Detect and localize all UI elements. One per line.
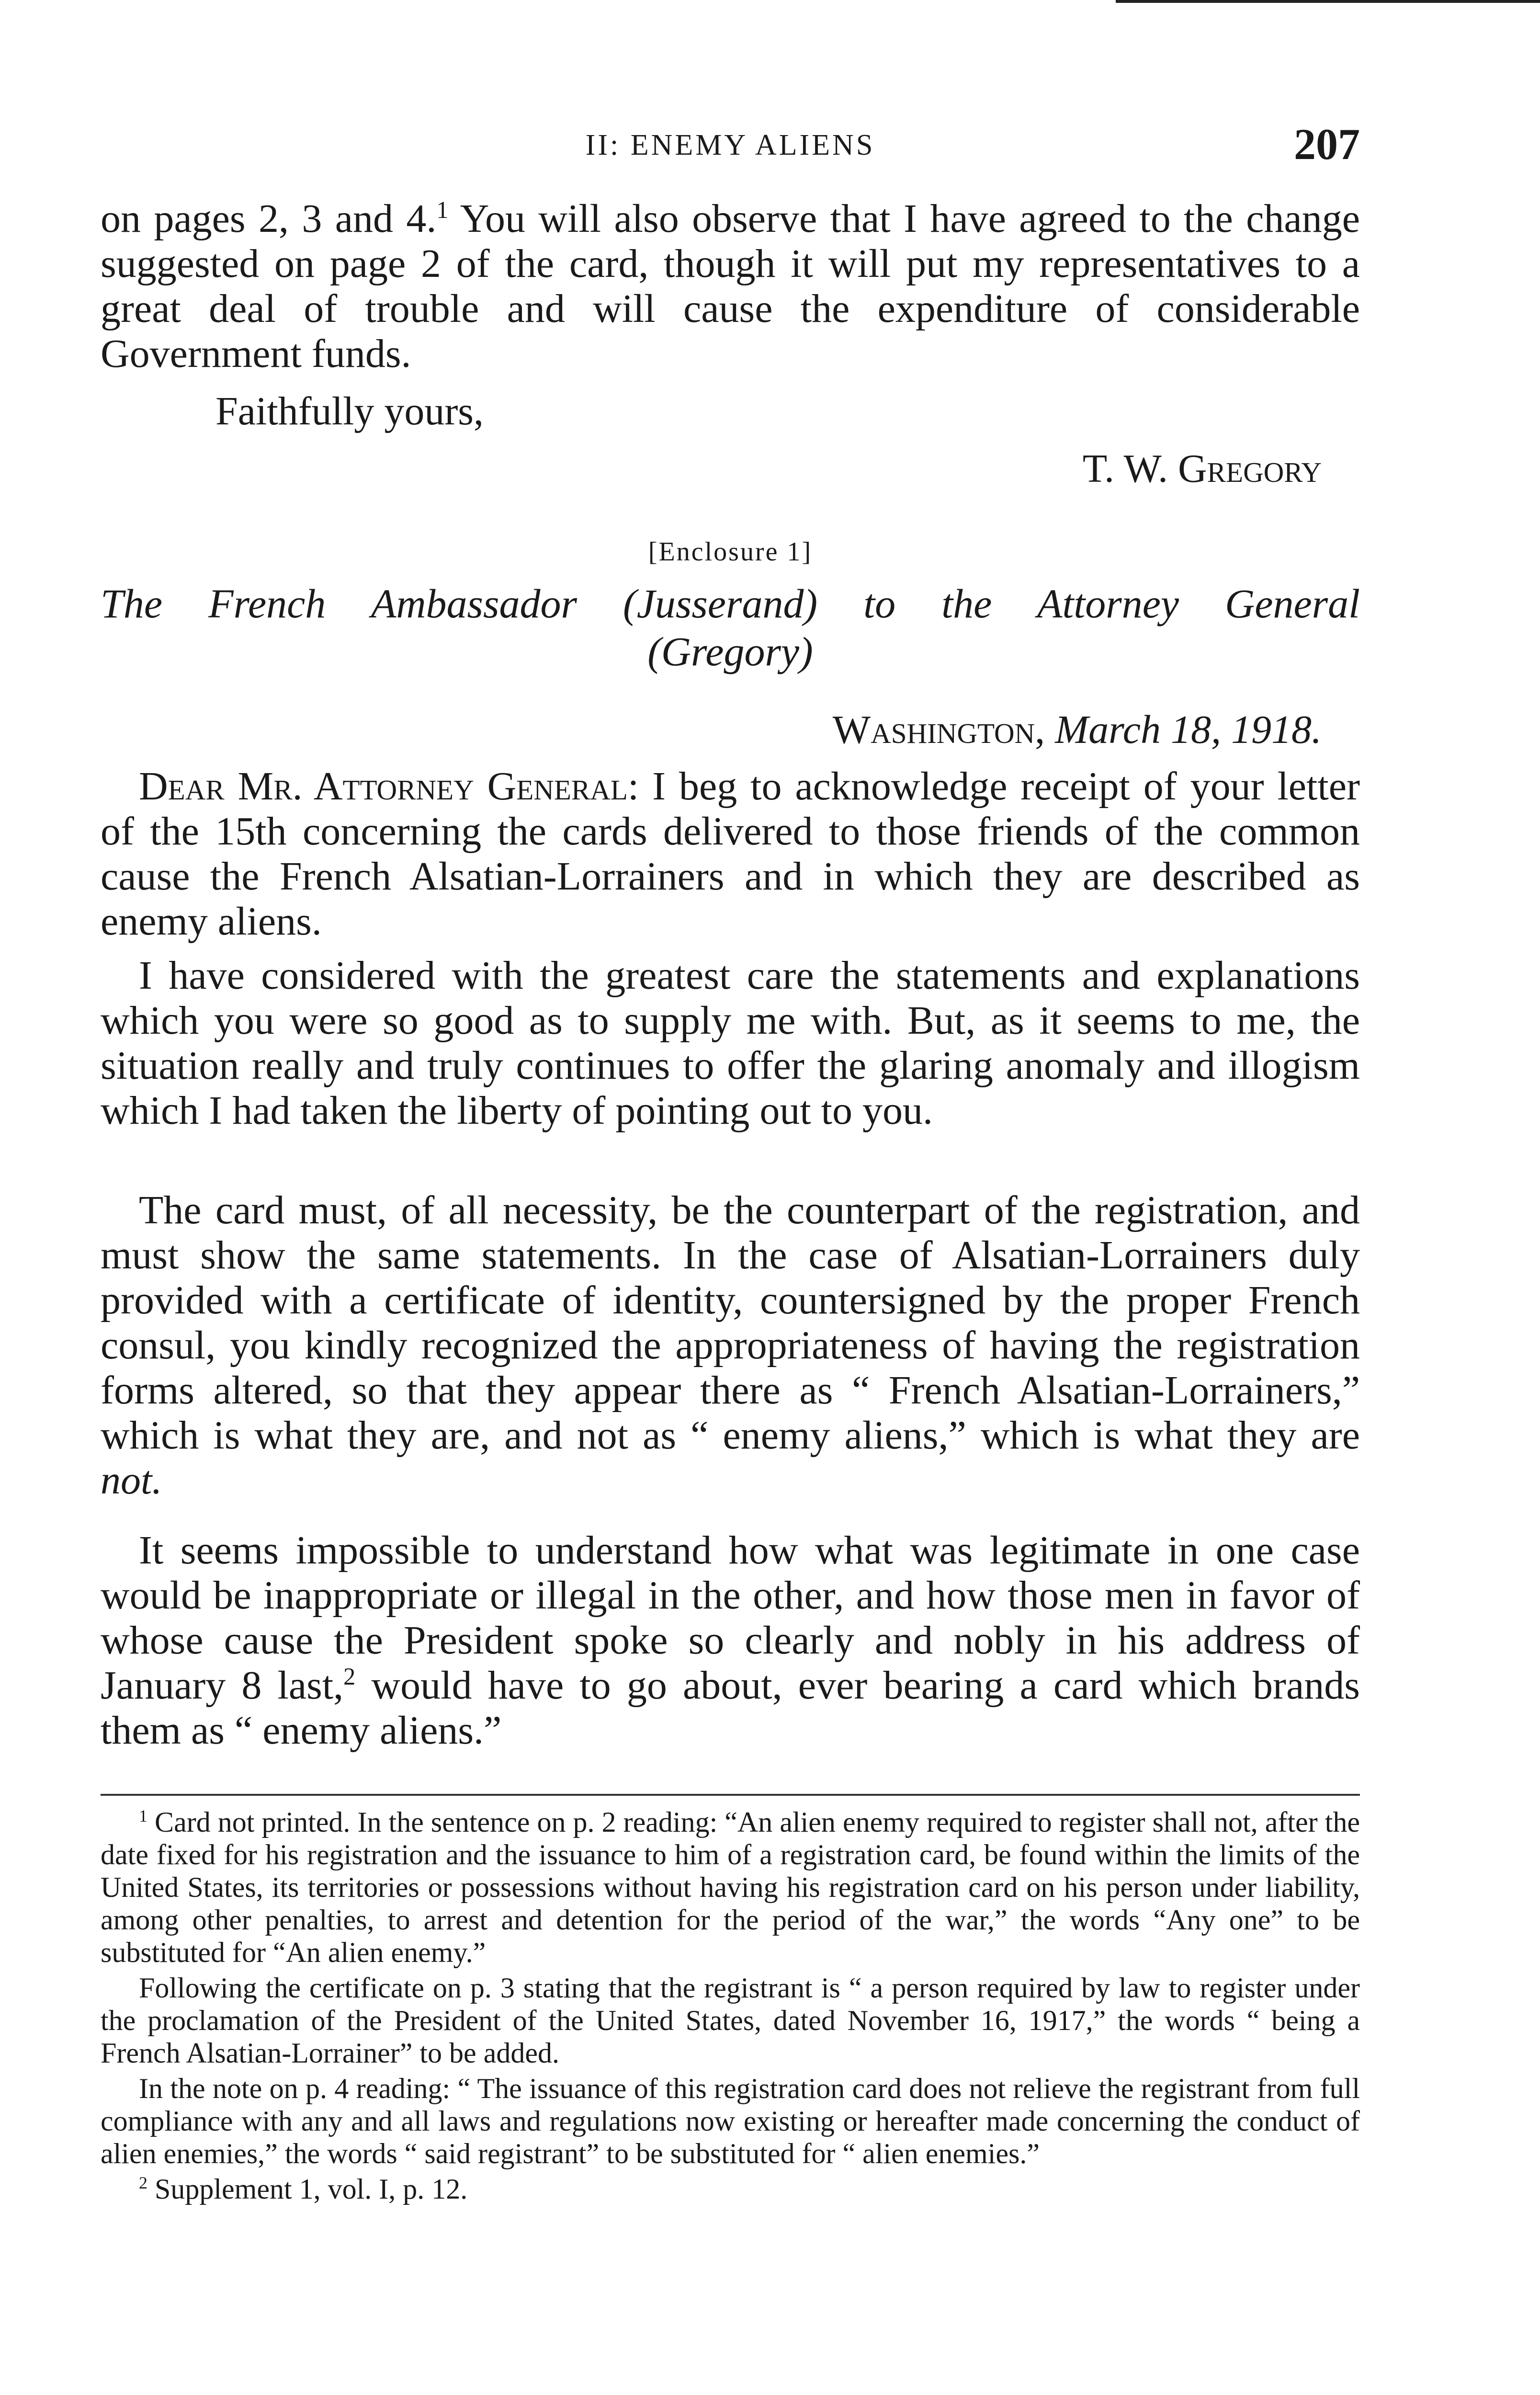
dateline: [833, 707, 1322, 753]
enclosure-paragraph-3: [101, 1188, 1360, 1503]
letter-signature: T. W. Gregory: [1082, 446, 1322, 491]
paragraph-1-text: I beg to acknowledge receipt of your letter of the 15th concerning the cards delivered to those friends of the common cause the French Alsatian-Lorrainers and in which they are described as enemy aliens.: [101, 764, 1360, 944]
salutation: Dear Mr. Attorney General:: [139, 764, 639, 809]
footnote-ref-2: 2: [343, 1663, 356, 1690]
footnote-1-para-2: Following the certificate on p. 3 stating that the registrant is “ a person required by law to register under the proclamation of the President of the United States, dated November 16, 1917,” the words “ being a French Alsatian-Lorrainer” to be added.: [101, 1972, 1360, 2069]
footnote-rule: [101, 1794, 1360, 1796]
dateline-place: Washington,: [832, 707, 1045, 752]
enclosure-paragraph-4: [101, 1528, 1360, 1753]
enclosure-paragraph-1: [101, 764, 1360, 944]
running-title: II: ENEMY ALIENS: [585, 129, 875, 161]
enclosure-label: [Enclosure 1]: [648, 537, 813, 567]
page-number: 207: [1294, 120, 1360, 169]
footnote-2: [101, 2173, 1360, 2205]
letter-paragraph-continuation: [101, 196, 1360, 376]
paragraph-3-italic: not.: [101, 1458, 162, 1503]
footnotes: [101, 1806, 1360, 2208]
footnote-2-text: Supplement 1, vol. I, p. 12.: [147, 2173, 468, 2205]
footnote-2-marker: 2: [139, 2173, 147, 2192]
letter-closing: Faithfully yours,: [215, 389, 484, 433]
paragraph-4-text-b: would have to go about, ever bearing a card which brands them as “ enemy aliens.”: [101, 1663, 1360, 1753]
footnote-1: [101, 1806, 1360, 1969]
running-head: [101, 119, 1360, 169]
enclosure-paragraph-2: I have considered with the greatest care the statements and explanations which you were so good as to supply me with. But, as it seems to me, the situation really and truly continues to offer the glaring anomaly and illogism which I had taken the liberty of pointing out to you.: [101, 953, 1360, 1133]
heading-line-2: (Gregory): [647, 628, 813, 674]
footnote-1-para-3: In the note on p. 4 reading: “ The issuance of this registration card does not relieve the registrant from full compliance with any and all laws and regulations now existing or hereafter made concerning the conduct of alien enemies,” the words “ said registrant” to be substituted for “ alien enemies.”: [101, 2073, 1360, 2169]
document-heading: [101, 580, 1360, 675]
footnote-ref-1: 1: [436, 196, 449, 223]
top-edge-rule: [1116, 0, 1540, 3]
heading-line-1: The French Ambassador (Jusserand) to the Attorney General: [101, 581, 1360, 627]
dateline-date: March 18, 1918.: [1055, 707, 1322, 752]
footnote-1-marker: 1: [139, 1806, 147, 1825]
p1-text: on pages 2, 3 and 4.: [101, 196, 437, 241]
footnote-1-text: Card not printed. In the sentence on p. 2 reading: “An alien enemy required to register shall not, after the date fixed for his registration and the issuance to him of a registration card, be found within the limits of the United States, its territories or possessions without having his registration card on his person under liability, among other penalties, to arrest and detention for the period of the war,” the words “Any one” to be substituted for “An alien enemy.”: [101, 1806, 1360, 1968]
paragraph-4-text-a: It seems impossible to understand how what was legitimate in one case would be inappropriate or illegal in the other, and how those men in favor of whose cause the President spoke so clearly and nobly in his address of January 8 last,: [101, 1528, 1360, 1708]
paragraph-3-text: The card must, of all necessity, be the counterpart of the registration, and must show the same statements. In the case of Alsatian-Lorrainers duly provided with a certificate of identity, countersigned by the proper French consul, you kindly recognized the appropriateness of having the registration forms altered, so that they appear there as “ French Alsatian-Lorrainers,” which is what they are, and not as “ enemy aliens,” which is what they are: [101, 1188, 1360, 1458]
p1-rest: You will also observe that I have agreed to the change suggested on page 2 of the card, though it will put my representatives to a great deal of trouble and will cause the expenditure of considerable Government funds.: [101, 196, 1360, 376]
